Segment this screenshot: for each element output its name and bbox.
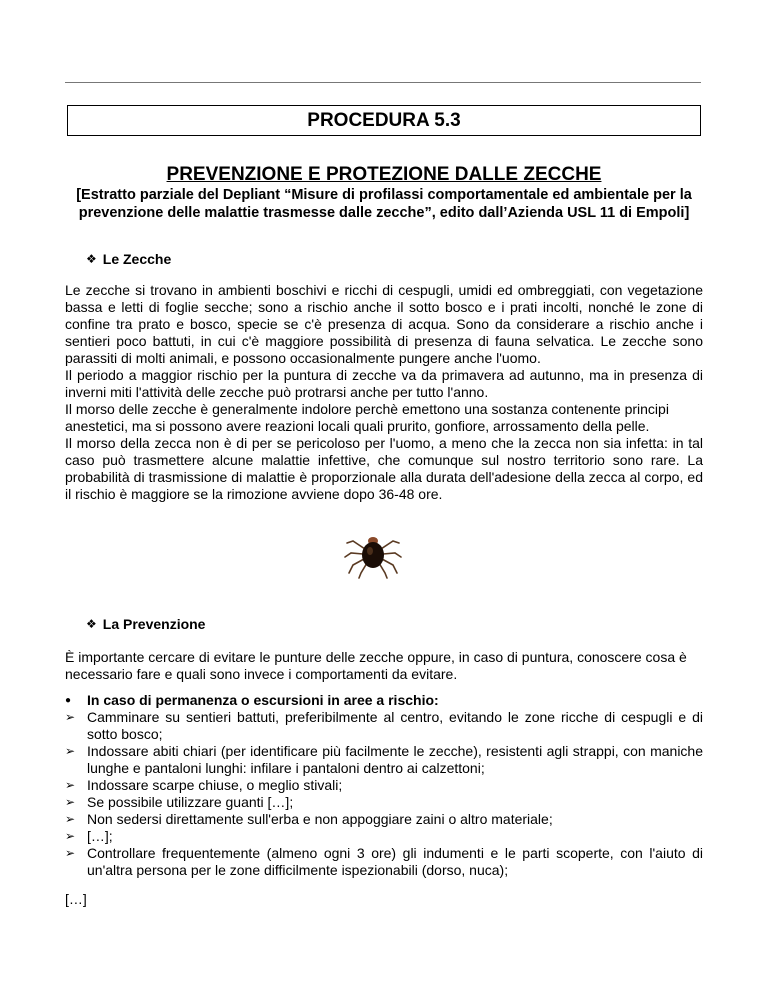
section-body-zecche [65,282,703,503]
section-heading-label: Le Zecche [102,251,172,267]
arrow-bullet-icon: ➢ [65,812,76,826]
diamond-bullet-icon: ❖ [86,252,97,266]
list-item: ➢ […]; [65,828,113,844]
page-title: PREVENZIONE E PROTEZIONE DALLE ZECCHE [166,164,602,185]
prevention-intro: È importante cercare di evitare le punture delle zecche oppure, in caso di puntura, conoscere cosa è necessario fare e quali sono invece i comportamenti da evitare. [65,649,687,682]
arrow-bullet-icon: ➢ [65,744,76,758]
list-item: ➢ Controllare frequentemente (almeno ogni 3 ore) gli indumenti e le parti scoperte, con l'aiuto di un'altra persona per le zone difficilmente ispezionabili (dorso, nuca); [65,845,703,878]
arrow-bullet-icon: ➢ [65,795,76,809]
arrow-bullet-icon: ➢ [65,778,76,792]
arrow-bullet-icon: ➢ [65,710,76,724]
list-item: ➢ Indossare abiti chiari (per identificare più facilmente le zecche), resistenti agli strappi, con maniche lunghe e pantaloni lunghi: infilare i pantaloni dentro ai calzettoni; [65,743,703,776]
diamond-bullet-icon: ❖ [86,617,97,631]
prevention-list [65,692,703,879]
procedure-box [67,105,701,136]
arrow-bullet-icon: ➢ [65,829,76,843]
page-subtitle: [Estratto parziale del Depliant “Misure di profilassi comportamentale ed ambientale per la prevenzione delle malattie trasmesse dalle zecche”, edito dall’Azienda USL 11 di Empoli] [76,187,692,221]
header-rule [65,82,701,83]
closing-ellipsis: […] [65,891,87,907]
list-item: ➢ Non sedersi direttamente sull'erba e non appoggiare zaini o altro materiale; [65,811,553,827]
list-item: ➢ Se possibile utilizzare guanti […]; [65,794,294,810]
arrow-bullet-icon: ➢ [65,846,76,860]
section-heading-prevenzione [86,616,205,632]
section-heading-label: La Prevenzione [102,616,206,632]
section-heading-zecche [86,251,171,267]
tick-icon [343,527,403,579]
list-item: ➢ Camminare su sentieri battuti, preferibilmente al centro, evitando le zone ricche di cespugli e di sotto bosco; [65,709,703,742]
list-heading: ● In caso di permanenza o escursioni in aree a rischio: [65,692,439,708]
paragraph: Il morso delle zecche è generalmente indolore perchè emettono una sostanza contenente principi anestetici, ma si possono avere reazioni locali quali prurito, gonfiore, arrossamento della pelle. [65,401,669,434]
procedure-label: PROCEDURA 5.3 [307,109,461,131]
paragraph: Le zecche si trovano in ambienti boschivi e ricchi di cespugli, umidi ed ombreggiati, con vegetazione bassa e letti di foglie secche; sono a rischio anche il sotto bosco e i prati incolti, nonché le zone di confine tra prato e bosco, specie se c'è presenza di acqua. Sono da considerare a rischio anche i sentieri poco battuti, in cui c'è maggiore possibilità di presenza di fauna selvatica. Le zecche sono parassiti di molti animali, e possono occasionalmente pungere anche l'uomo. [65,282,703,366]
paragraph: Il morso della zecca non è di per se pericoloso per l'uomo, a meno che la zecca non sia infetta: in tal caso può trasmettere alcune malattie infettive, che comunque sul nostro territorio sono rare. La probabilità di trasmissione di malattie è proporzionale alla durata dell'adesione della zecca al corpo, ed il rischio è maggiore se la rimozione avviene dopo 36-48 ore. [65,435,703,502]
paragraph: Il periodo a maggior rischio per la puntura di zecche va da primavera ad autunno, ma in presenza di inverni miti l'attività delle zecche può protrarsi anche per tutto l'anno. [65,367,703,400]
list-item: ➢ Indossare scarpe chiuse, o meglio stivali; [65,777,343,793]
dot-bullet-icon: ● [65,695,72,706]
